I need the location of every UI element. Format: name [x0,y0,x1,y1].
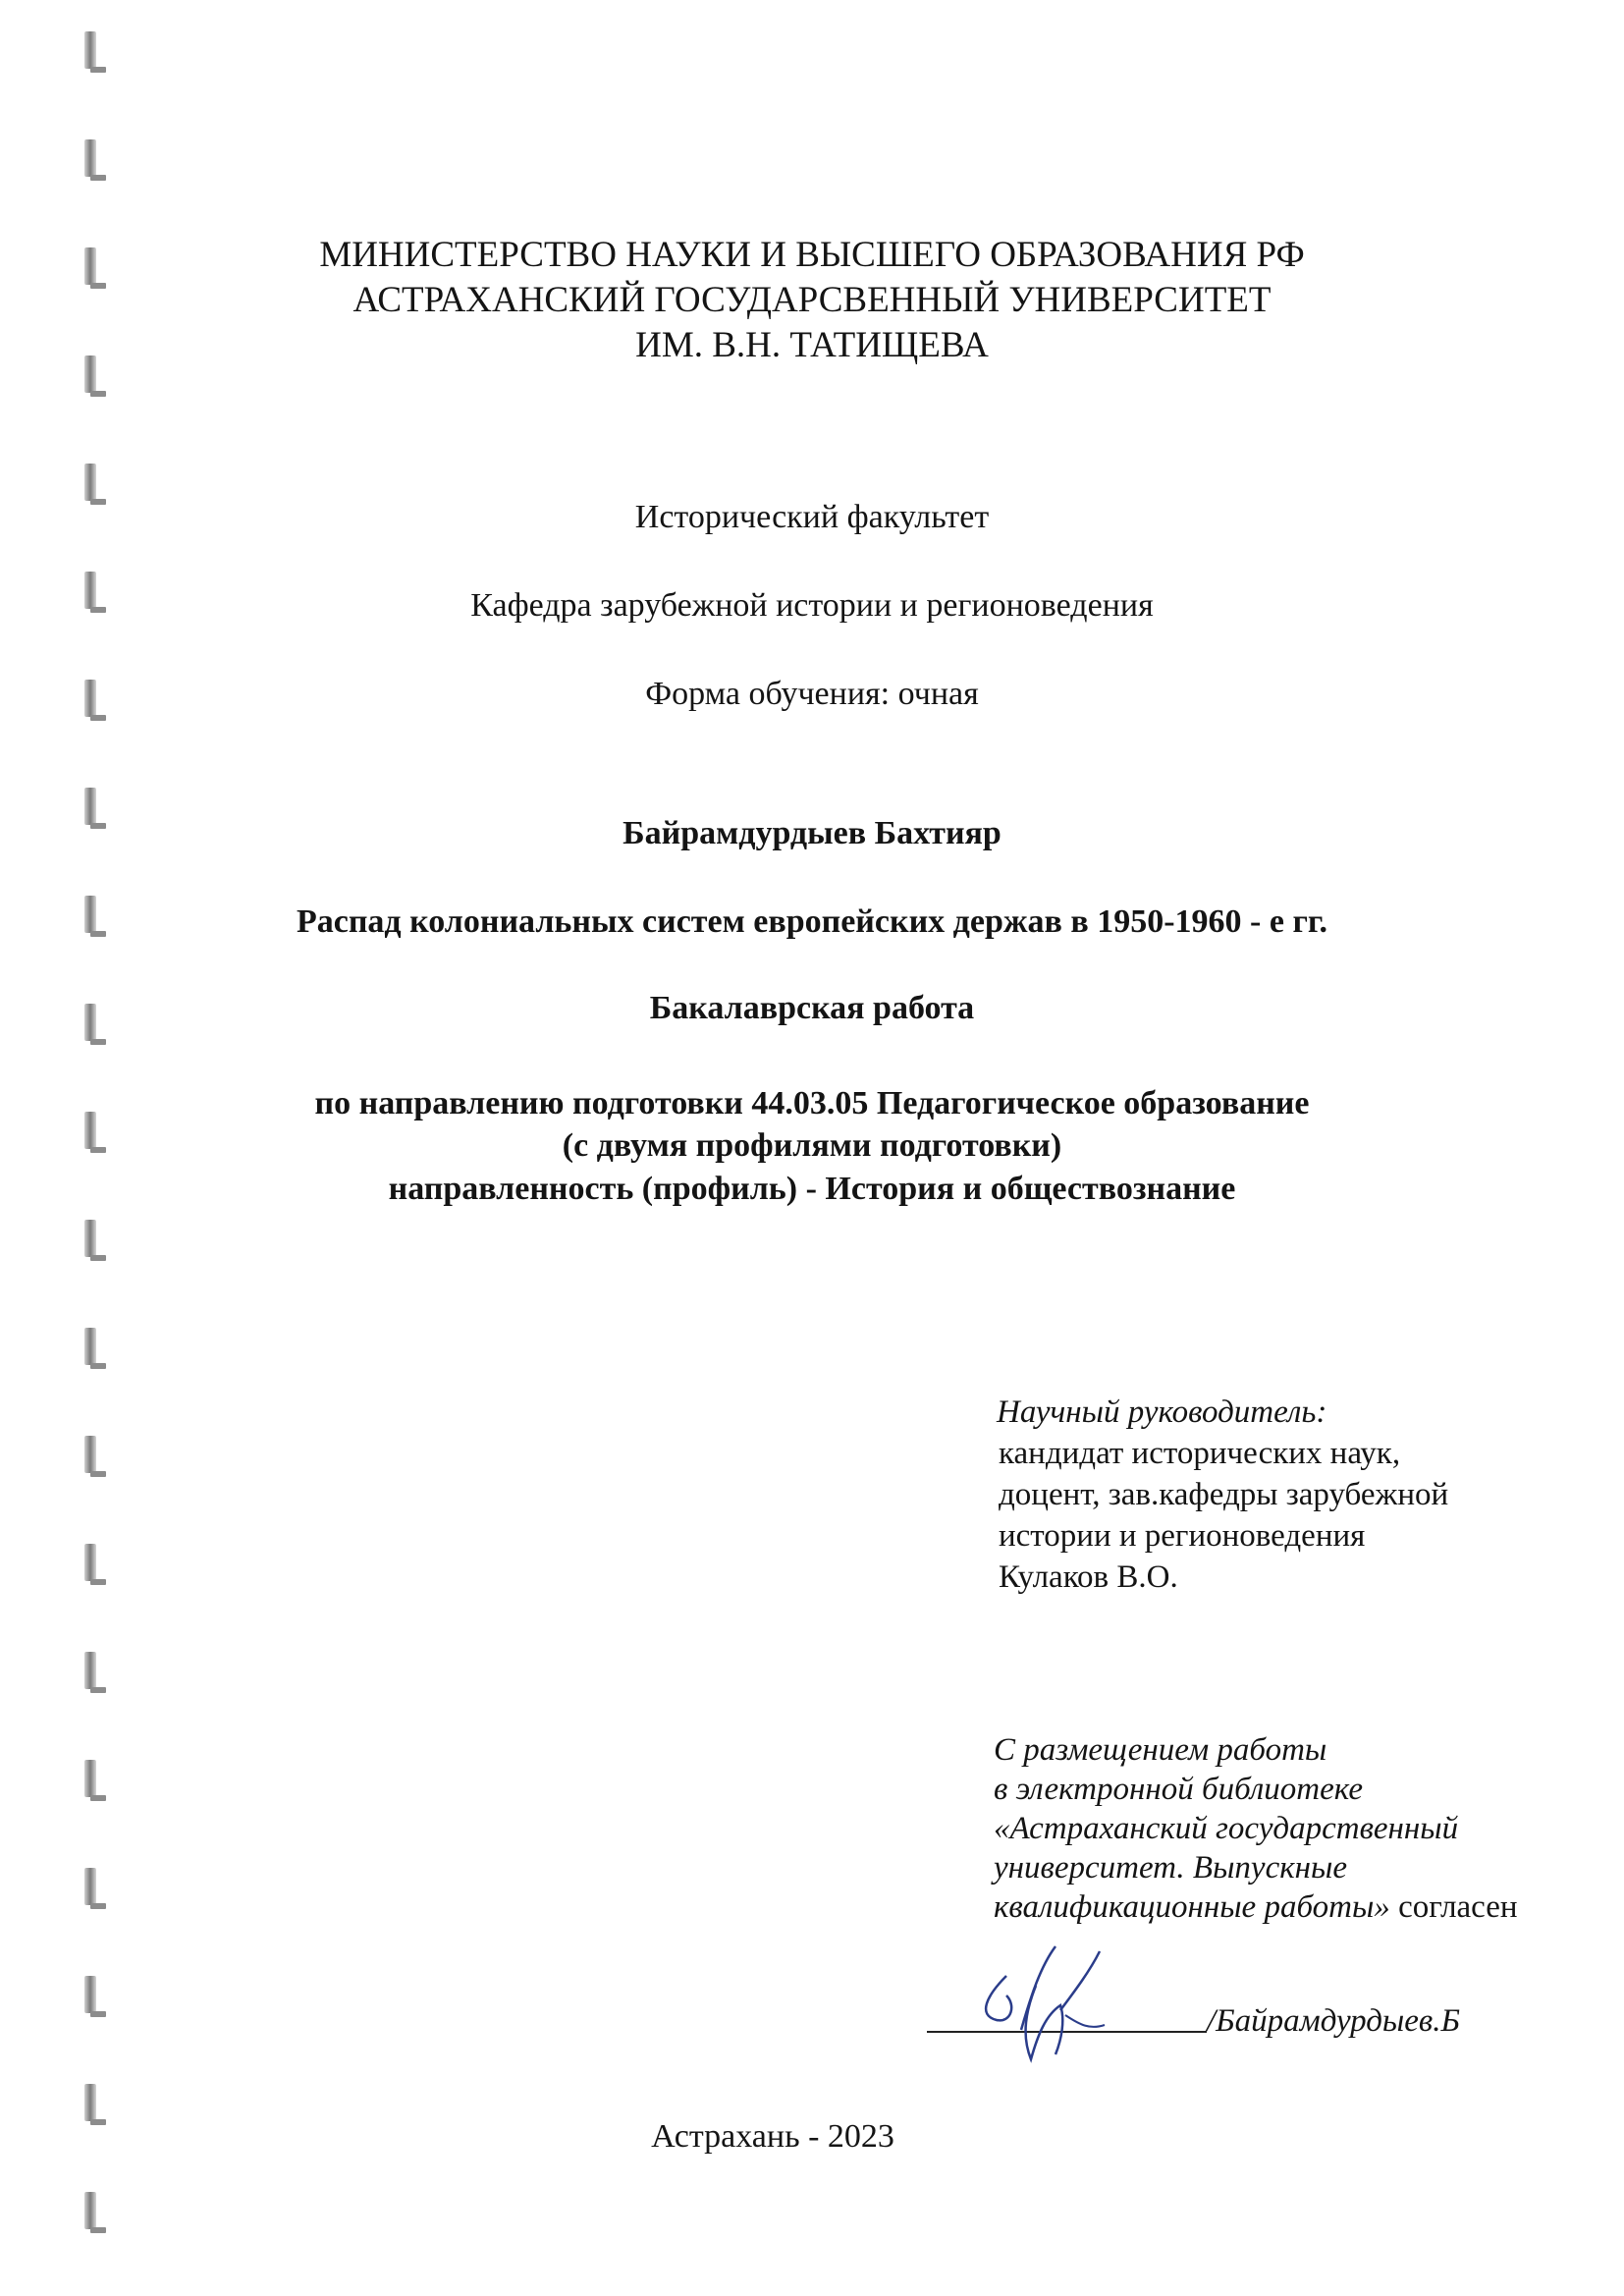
binding-hole [43,1648,112,1697]
work-type: Бакалаврская работа [649,990,975,1026]
faculty: Исторический факультет [634,499,990,535]
binding-hole [43,1972,112,2021]
consent-line-2: в электронной библиотеке [994,1772,1363,1807]
author-name: Байрамдурдыев Бахтияр [623,815,1001,851]
binding-hole [43,27,112,77]
consent-line-3: «Астраханский государственный [994,1811,1459,1846]
binding-hole [43,1864,112,1913]
handwritten-signature [967,1937,1124,2074]
direction-line-3: направленность (профиль) - История и обществознание [388,1171,1236,1207]
consent-line-4: университет. Выпускные [994,1850,1348,1886]
consent-line-5-italic: квалификационные работы» [994,1889,1390,1925]
ministry-line: МИНИСТЕРСТВО НАУКИ И ВЫСШЕГО ОБРАЗОВАНИЯ РФ [319,235,1305,275]
city-year: Астрахань - 2023 [651,2118,894,2155]
study-form: Форма обучения: очная [645,676,979,712]
direction-line-2: (с двумя профилями подготовки) [562,1127,1062,1164]
binding-hole [43,1756,112,1805]
consent-line-1: С размещением работы [994,1732,1327,1768]
university-line: АСТРАХАНСКИЙ ГОСУДАРСВЕННЫЙ УНИВЕРСИТЕТ [352,280,1272,320]
consent-line-5-plain: согласен [1389,1889,1518,1925]
binding-hole [43,1432,112,1481]
signature-name: /Байрамдурдыев.Б [1207,2003,1460,2039]
binding-hole [43,2188,112,2237]
supervisor-name: Кулаков В.О. [999,1559,1178,1595]
supervisor-department: истории и регионоведения [999,1518,1366,1554]
binding-hole [43,136,112,185]
supervisor-position: доцент, зав.кафедры зарубежной [999,1477,1449,1512]
department: Кафедра зарубежной истории и регионоведения [470,587,1154,624]
binding-hole [43,1324,112,1373]
thesis-title: Распад колониальных систем европейских держав в 1950-1960 - е гг. [296,903,1328,940]
consent-line-5 [994,1887,1518,1927]
supervisor-heading: Научный руководитель: [997,1394,1327,1430]
binding-hole [43,1540,112,1589]
binding-hole [43,1216,112,1265]
supervisor-degree: кандидат исторических наук, [999,1436,1401,1471]
direction-line-1: по направлению подготовки 44.03.05 Педагогическое образование [314,1085,1310,1121]
university-name-line: ИМ. В.Н. ТАТИЩЕВА [635,325,989,365]
